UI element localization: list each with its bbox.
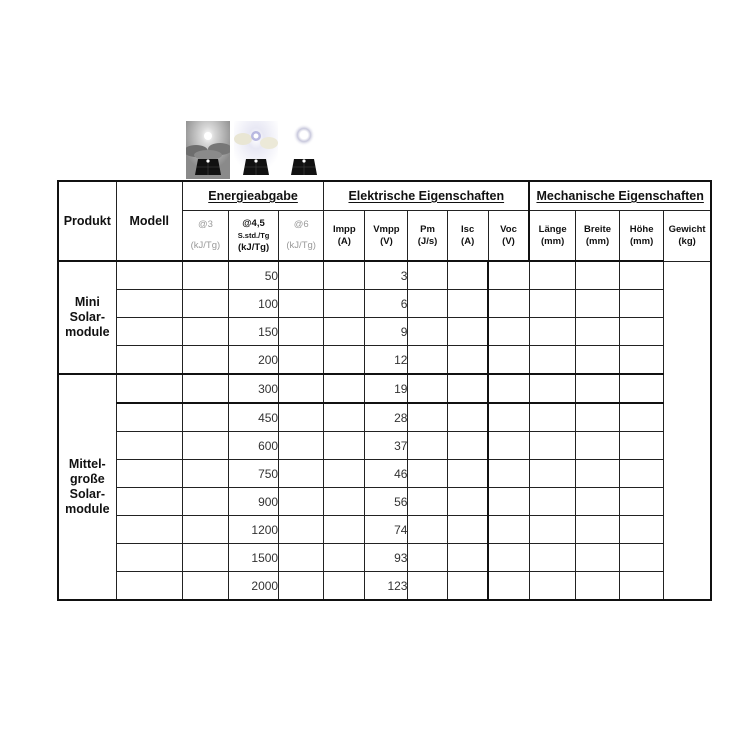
- table-row: [58, 290, 711, 318]
- vmpp-header: Vmpp (V): [365, 211, 408, 262]
- pm-value: 28: [365, 403, 408, 432]
- energy-value: 450: [228, 403, 278, 432]
- energy-value: 750: [228, 460, 278, 488]
- mechanical-group-header: Mechanische Eigenschaften: [529, 181, 711, 211]
- energy-3-header: @3 (kJ/Tg): [182, 211, 228, 262]
- energy-value: 900: [228, 488, 278, 516]
- hoehe-header: Höhe (mm): [620, 211, 664, 262]
- cloudy-sun-panel-icon: [186, 121, 230, 179]
- table-row: [58, 374, 711, 403]
- pm-value: 37: [365, 432, 408, 460]
- energy-45-header: @4,5 S.std./Tg (kJ/Tg): [228, 211, 278, 262]
- energy-value: 100: [228, 290, 278, 318]
- pm-value: 19: [365, 374, 408, 403]
- energy-value: 600: [228, 432, 278, 460]
- energy-6-header: @6 (kJ/Tg): [279, 211, 324, 262]
- sunny-panel-icon: [282, 121, 326, 179]
- product-header: Produkt: [58, 181, 116, 261]
- isc-header: Isc (A): [447, 211, 488, 262]
- product-mid-label: Mittel- große Solar- module: [58, 374, 116, 600]
- pm-header: Pm (J/s): [408, 211, 447, 262]
- pm-value: 9: [365, 318, 408, 346]
- model-header: Modell: [116, 181, 182, 261]
- pm-value: 123: [365, 572, 408, 601]
- table-row: [58, 261, 711, 290]
- energy-group-header: Energieabgabe: [182, 181, 323, 211]
- energy-value: 1200: [228, 516, 278, 544]
- table-row: [58, 572, 711, 601]
- product-mini-label: Mini Solar- module: [58, 261, 116, 374]
- pm-value: 46: [365, 460, 408, 488]
- energy-value: 150: [228, 318, 278, 346]
- electrical-group-header: Elektrische Eigenschaften: [324, 181, 530, 211]
- pm-value: 3: [365, 261, 408, 290]
- table-row: [58, 544, 711, 572]
- energy-value: 200: [228, 346, 278, 375]
- energy-value: 2000: [228, 572, 278, 601]
- impp-header: Impp (A): [324, 211, 365, 262]
- table-row: [58, 488, 711, 516]
- pm-value: 12: [365, 346, 408, 375]
- table-row: [58, 318, 711, 346]
- energy-value: 300: [228, 374, 278, 403]
- table-row: [58, 432, 711, 460]
- specification-table: [57, 180, 712, 601]
- gewicht-header: Gewicht (kg): [664, 211, 711, 262]
- pm-value: 6: [365, 290, 408, 318]
- breite-header: Breite (mm): [575, 211, 619, 262]
- hazy-sun-panel-icon: [234, 121, 278, 179]
- energy-value: 1500: [228, 544, 278, 572]
- table-row: [58, 346, 711, 375]
- table-row: [58, 403, 711, 432]
- pm-value: 93: [365, 544, 408, 572]
- energy-value: 50: [228, 261, 278, 290]
- voc-header: Voc (V): [488, 211, 529, 262]
- pm-value: 74: [365, 516, 408, 544]
- laenge-header: Länge (mm): [529, 211, 575, 262]
- table-row: [58, 516, 711, 544]
- pm-value: 56: [365, 488, 408, 516]
- table-row: [58, 460, 711, 488]
